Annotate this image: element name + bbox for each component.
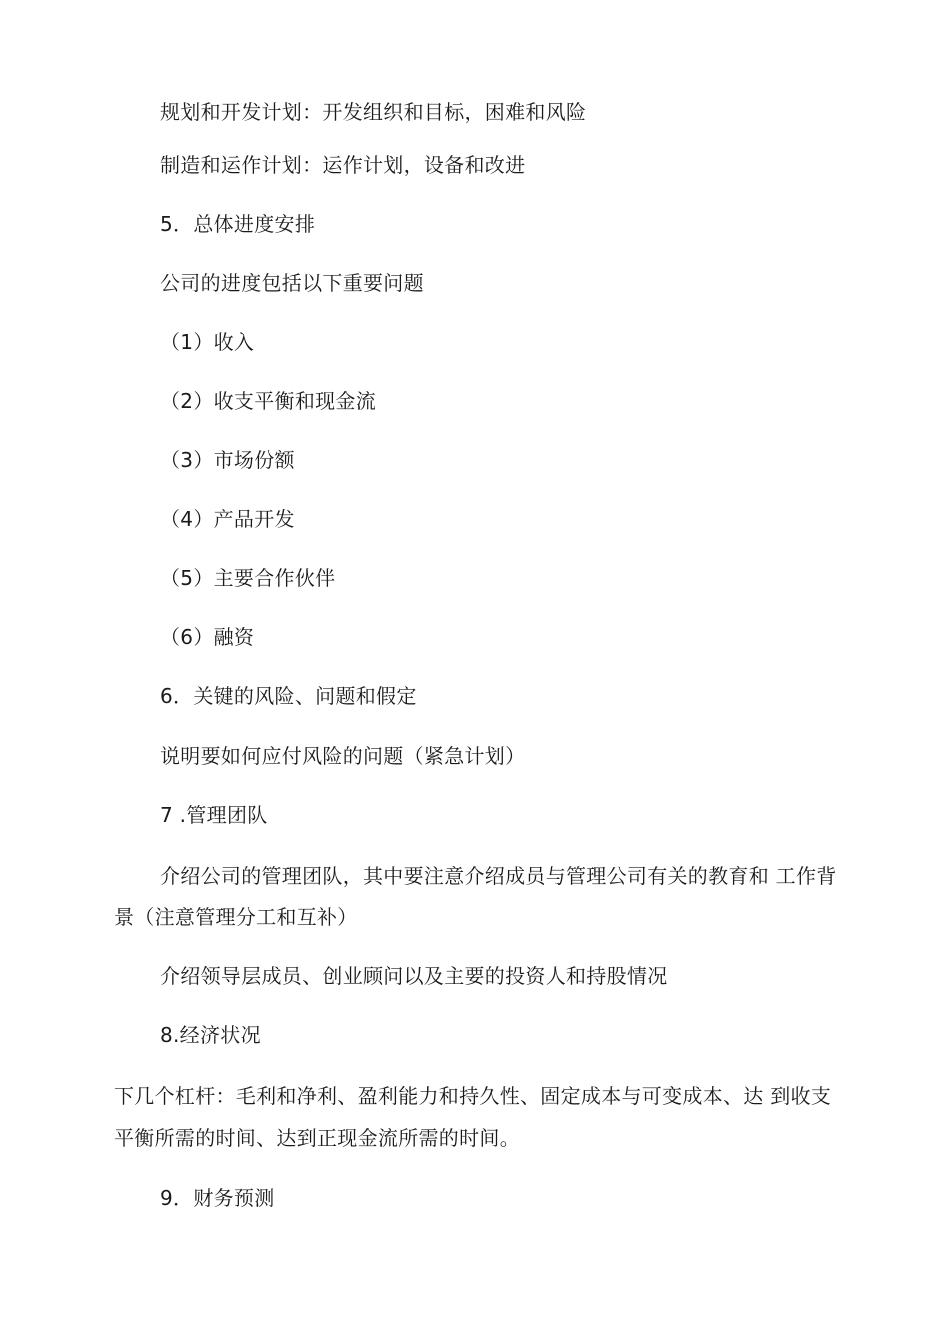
paragraph-levers-line2: 平衡所需的时间、达到正现金流所需的时间。 bbox=[114, 1126, 520, 1150]
paragraph-planning-development: 规划和开发计划：开发组织和目标，困难和风险 bbox=[160, 100, 587, 124]
section-heading-financial-forecast: 9．财务预测 bbox=[160, 1186, 275, 1210]
list-item-breakeven-cashflow: （2）收支平衡和现金流 bbox=[160, 389, 377, 413]
paragraph-risk-contingency: 说明要如何应付风险的问题（紧急计划） bbox=[160, 744, 526, 768]
list-item-market-share: （3）市场份额 bbox=[160, 448, 295, 472]
list-item-revenue: （1）收入 bbox=[160, 330, 255, 354]
list-item-financing: （6）融资 bbox=[160, 625, 255, 649]
list-item-product-development: （4）产品开发 bbox=[160, 507, 295, 531]
section-heading-economics: 8.经济状况 bbox=[160, 1023, 261, 1047]
section-heading-schedule: 5．总体进度安排 bbox=[160, 212, 316, 236]
section-heading-risks: 6．关键的风险、问题和假定 bbox=[160, 684, 417, 708]
section-heading-management-team: 7 .管理团队 bbox=[160, 803, 268, 827]
paragraph-schedule-intro: 公司的进度包括以下重要问题 bbox=[160, 271, 424, 295]
paragraph-manufacturing-operations: 制造和运作计划：运作计划，设备和改进 bbox=[160, 153, 526, 177]
list-item-partners: （5）主要合作伙伴 bbox=[160, 566, 336, 590]
paragraph-leadership: 介绍领导层成员、创业顾问以及主要的投资人和持股情况 bbox=[160, 964, 668, 988]
paragraph-team-line2: 景（注意管理分工和互补） bbox=[114, 905, 358, 929]
paragraph-levers-line1: 下几个杠杆：毛利和净利、盈利能力和持久性、固定成本与可变成本、达 到收支 bbox=[114, 1084, 832, 1108]
paragraph-team-line1: 介绍公司的管理团队，其中要注意介绍成员与管理公司有关的教育和 工作背 bbox=[160, 864, 837, 888]
